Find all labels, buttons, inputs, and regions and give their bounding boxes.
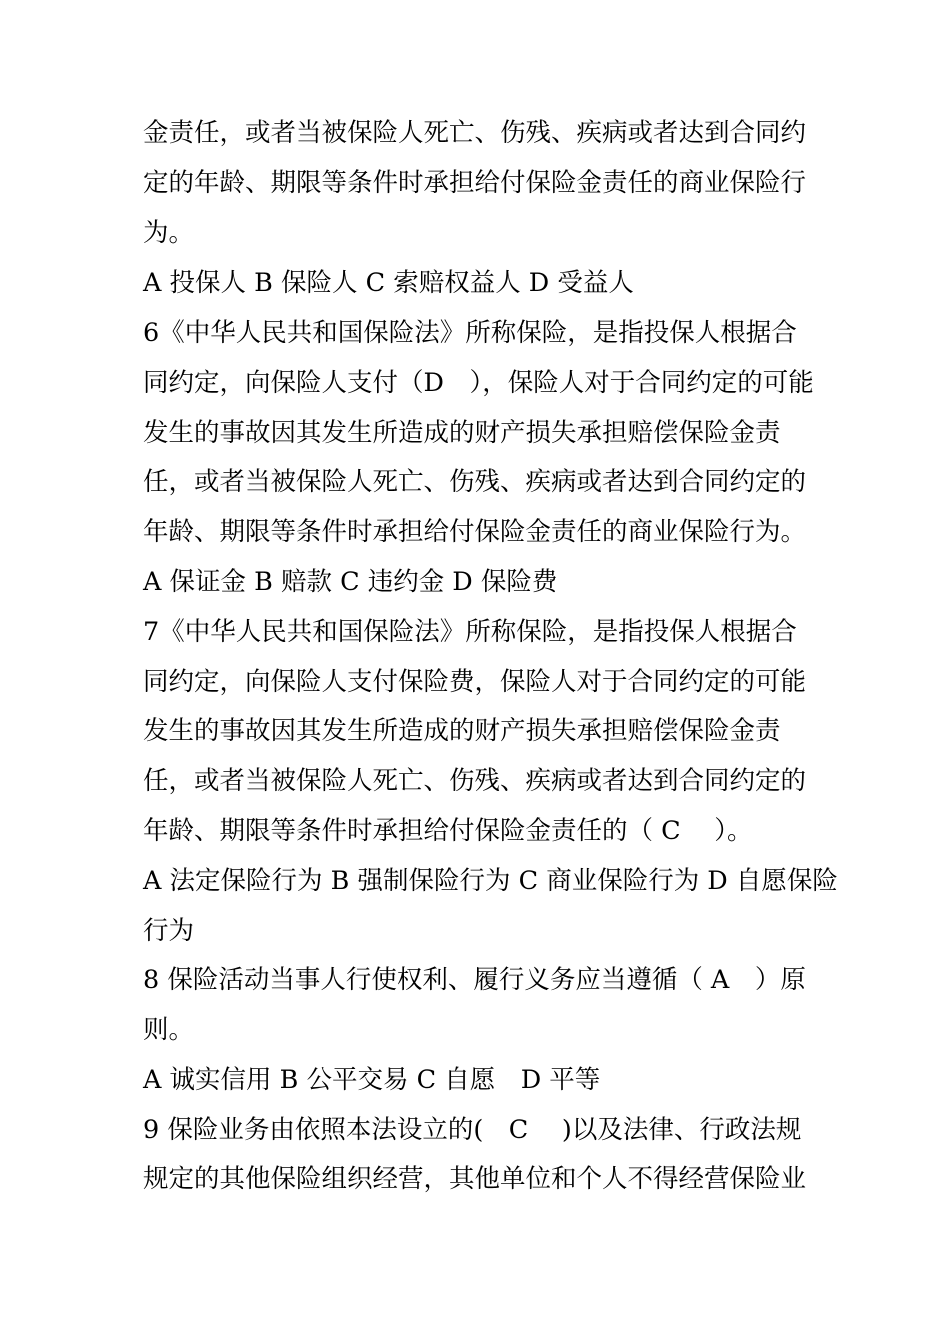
question-7-text: 7《中华人民共和国保险法》所称保险，是指投保人根据合	[143, 617, 797, 647]
text-line: 行为	[143, 916, 195, 946]
answer-options-line: A 诚实信用 B 公平交易 C 自愿 D 平等	[143, 1065, 601, 1095]
question-9-text: 9 保险业务由依照本法设立的( C )以及法律、行政法规	[143, 1115, 802, 1145]
text-line: 任，或者当被保险人死亡、伤残、疾病或者达到合同约定的	[143, 766, 807, 796]
text-line: 定的年龄、期限等条件时承担给付保险金责任的商业保险行	[143, 168, 807, 198]
text-line: 同约定，向保险人支付（D ），保险人对于合同约定的可能	[143, 368, 814, 398]
text-line: 发生的事故因其发生所造成的财产损失承担赔偿保险金责	[143, 418, 781, 448]
text-line: 同约定，向保险人支付保险费，保险人对于合同约定的可能	[143, 667, 807, 697]
text-line: 金责任，或者当被保险人死亡、伤残、疾病或者达到合同约	[143, 118, 807, 148]
text-line: 年龄、期限等条件时承担给付保险金责任的商业保险行为。	[143, 517, 807, 547]
question-6-text: 6《中华人民共和国保险法》所称保险，是指投保人根据合	[143, 318, 797, 348]
text-line: 规定的其他保险组织经营，其他单位和个人不得经营保险业	[143, 1164, 807, 1194]
text-line: 发生的事故因其发生所造成的财产损失承担赔偿保险金责	[143, 716, 781, 746]
answer-options-line: A 保证金 B 赔款 C 违约金 D 保险费	[143, 567, 558, 597]
answer-options-line: A 法定保险行为 B 强制保险行为 C 商业保险行为 D 自愿保险	[143, 866, 838, 896]
text-line: 年龄、期限等条件时承担给付保险金责任的（ C ）。	[143, 816, 753, 846]
answer-options-line: A 投保人 B 保险人 C 索赔权益人 D 受益人	[143, 268, 634, 298]
question-8-text: 8 保险活动当事人行使权利、履行义务应当遵循（ A ）原	[143, 965, 806, 995]
text-line: 任，或者当被保险人死亡、伤残、疾病或者达到合同约定的	[143, 467, 807, 497]
text-line: 为。	[143, 218, 195, 248]
text-line: 则。	[143, 1015, 195, 1045]
